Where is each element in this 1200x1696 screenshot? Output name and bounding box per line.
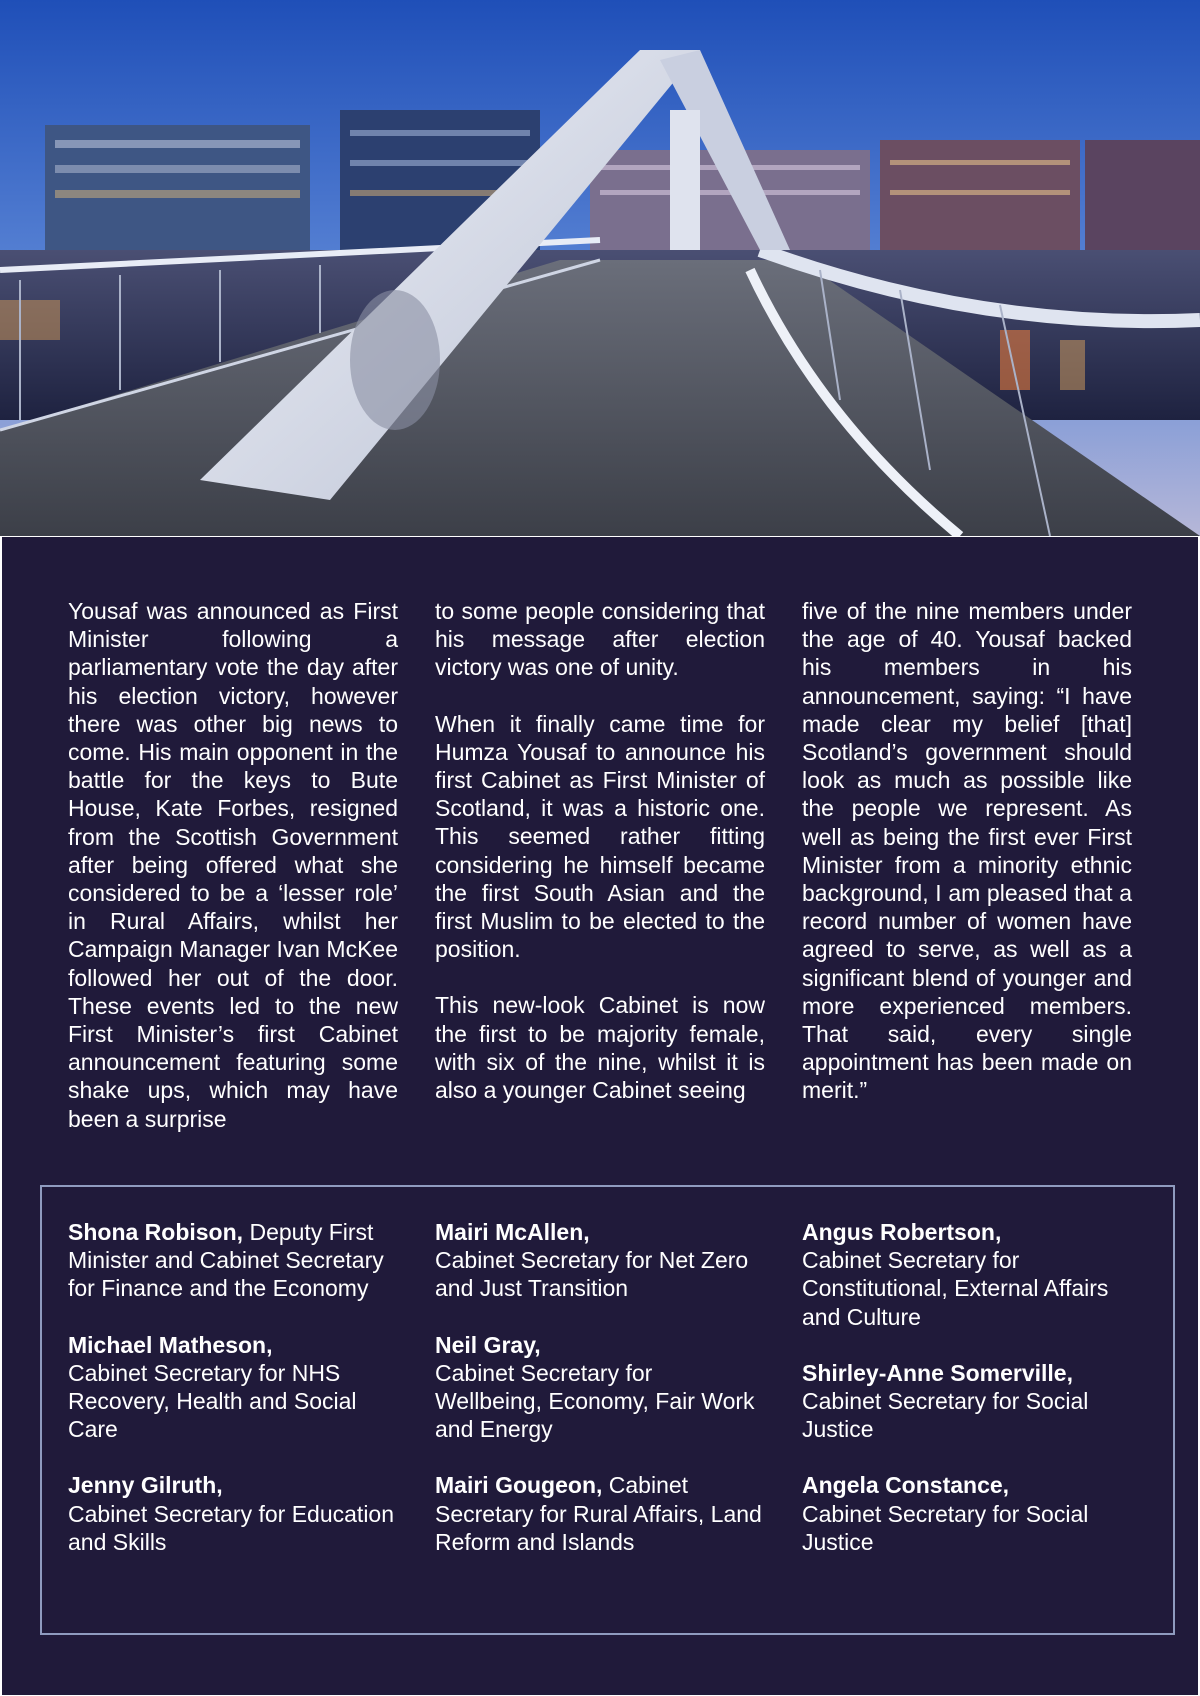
article-paragraph: to some people considering that his message after election victory was one of unity. (435, 598, 765, 681)
cabinet-member (68, 1331, 398, 1444)
member-name: Neil Gray, (435, 1331, 541, 1358)
member-role: Cabinet Secretary for Social Justice (802, 1388, 1089, 1443)
member-role: Cabinet Secretary for Education and Skills (68, 1500, 395, 1555)
hero-image (0, 0, 1200, 536)
cabinet-member (802, 1471, 1132, 1556)
cabinet-list (68, 1218, 1132, 1584)
member-role: Cabinet Secretary for Net Zero and Just Transition (435, 1247, 749, 1302)
article-paragraph: This new-look Cabinet is now the first to be majority female, with six of the nine, whilst it is also a younger Cabinet seeing (435, 992, 765, 1104)
member-role: Cabinet Secretary for Constitutional, External Affairs and Culture (802, 1247, 1109, 1330)
member-role: Cabinet Secretary for NHS Recovery, Health and Social Care (68, 1359, 357, 1443)
article-paragraph: When it finally came time for Humza Yousaf to announce his first Cabinet as First Minister of Scotland, it was a historic one. This seemed rather fitting considering he himself became the first South Asian and the first Muslim to be elected to the position. (435, 710, 765, 963)
member-role: Cabinet Secretary for Wellbeing, Economy, Fair Work and Energy (435, 1359, 755, 1443)
article-column-2 (435, 597, 765, 1161)
article-paragraph: Yousaf was announced as First Minister following a parliamentary vote the day after his election victory, however there was other big news to come. His main opponent in the battle for the keys to Bute House, Kate Forbes, resigned from the Scottish Government after being offered what she considered to be a ‘lesser role’ in Rural Affairs, whilst her Campaign Manager Ivan McKee followed her out of the door. These events led to the new First Minister’s first Cabinet announcement featuring some shake ups, which may have been a surprise (68, 598, 398, 1132)
member-name: Angus Robertson, (802, 1219, 1002, 1245)
member-name: Shona Robison, (68, 1219, 244, 1245)
member-role: Cabinet Secretary for Social Justice (802, 1500, 1089, 1555)
cabinet-member (802, 1359, 1132, 1444)
member-name: Jenny Gilruth, (68, 1472, 223, 1499)
cabinet-member (435, 1471, 765, 1556)
cabinet-member (435, 1218, 765, 1303)
member-name: Michael Matheson, (68, 1331, 273, 1358)
member-role: Cabinet Secretary for Rural Affairs, Land Reform and Islands (435, 1472, 762, 1555)
member-name: Angela Constance, (802, 1472, 1010, 1499)
member-name: Shirley-Anne Somerville, (802, 1359, 1073, 1386)
article-paragraph: five of the nine members under the age of 40. Yousaf backed his members in his announcement, saying: “I have made clear my belief [that] Scotland’s government should look as much as possible like the people we represent. As well as being the first ever First Minister from a minority ethnic background, I am pleased that a record number of women have agreed to serve, as well as a significant blend of younger and more experienced members. That said, every single appointment has been made on merit.” (802, 598, 1132, 1104)
cabinet-member (435, 1331, 765, 1444)
member-name: Mairi McAllen, (435, 1219, 590, 1245)
cabinet-member (68, 1471, 398, 1556)
cabinet-column-1 (68, 1218, 398, 1584)
bridge-photo (0, 0, 1200, 536)
article-column-3 (802, 597, 1132, 1161)
cabinet-member (802, 1218, 1132, 1331)
member-role: Deputy First Minister and Cabinet Secretary for Finance and the Economy (68, 1219, 384, 1302)
cabinet-column-3 (802, 1218, 1132, 1584)
member-name: Mairi Gougeon, (435, 1472, 603, 1499)
cabinet-column-2 (435, 1218, 765, 1584)
article-body (68, 597, 1132, 1161)
article-column-1 (68, 597, 398, 1161)
cabinet-member (68, 1218, 398, 1303)
